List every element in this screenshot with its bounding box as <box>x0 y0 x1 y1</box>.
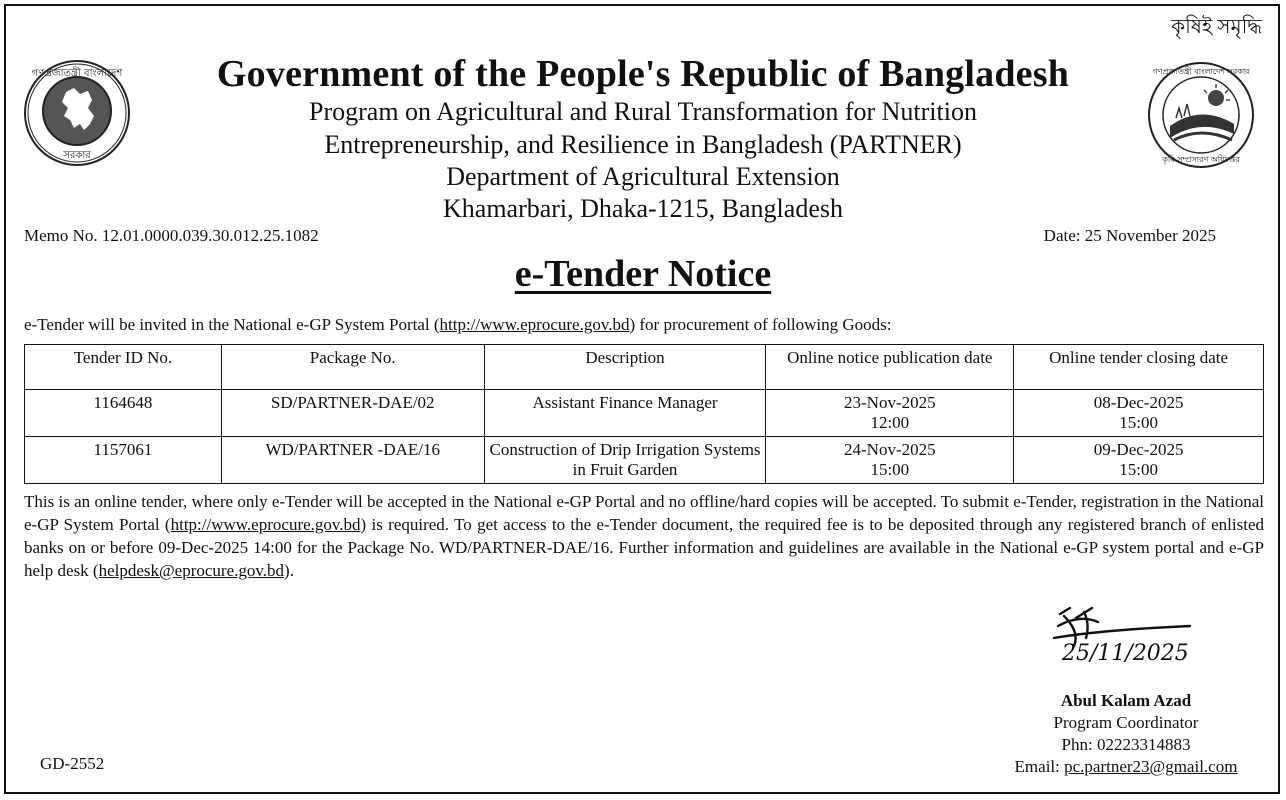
publication-date: 24-Nov-2025 <box>844 440 936 459</box>
intro-text-after: ) for procurement of following Goods: <box>629 315 892 334</box>
svg-text:গণপ্রজাতন্ত্রী বাংলাদেশ সরকার: গণপ্রজাতন্ত্রী বাংলাদেশ সরকার <box>1152 67 1250 76</box>
svg-text:সরকার: সরকার <box>63 150 91 161</box>
cell-publication-date <box>766 437 1014 484</box>
closing-date: 08-Dec-2025 <box>1093 393 1184 412</box>
cell-closing-date <box>1014 390 1264 437</box>
notice-date: Date: 25 November 2025 <box>1043 226 1216 245</box>
intro-paragraph <box>24 315 892 335</box>
helpdesk-email-link[interactable]: helpdesk@eprocure.gov.bd <box>98 561 285 580</box>
cell-tender-id: 1164648 <box>25 390 222 437</box>
table-row <box>25 437 1264 484</box>
closing-date: 09-Dec-2025 <box>1093 440 1184 459</box>
closing-time: 15:00 <box>1119 460 1158 479</box>
program-line-2: Entrepreneurship, and Resilience in Bangladesh (PARTNER) <box>324 130 962 159</box>
notice-title <box>0 252 1286 296</box>
svg-text:25/11/2025: 25/11/2025 <box>1062 641 1189 666</box>
closing-time: 15:00 <box>1119 413 1158 432</box>
eprocure-link[interactable]: http://www.eprocure.gov.bd <box>170 515 361 534</box>
svg-text:গণপ্রজাতন্ত্রী বাংলাদেশ: গণপ্রজাতন্ত্রী বাংলাদেশ <box>31 68 123 79</box>
cell-description: Assistant Finance Manager <box>484 390 766 437</box>
cell-tender-id: 1157061 <box>25 437 222 484</box>
slogan: কৃষিই সমৃদ্ধি <box>1171 16 1262 38</box>
cell-closing-date <box>1014 437 1264 484</box>
table-row <box>25 390 1264 437</box>
table-header-row <box>25 345 1264 390</box>
handwritten-signature <box>1040 604 1210 674</box>
notice-title-text: e-Tender Notice <box>514 253 772 295</box>
cell-description: Construction of Drip Irrigation Systems in Fruit Garden <box>484 437 766 484</box>
email-label: Email: <box>1014 757 1065 776</box>
intro-text-before: e-Tender will be invited in the National e-GP System Portal ( <box>24 315 440 334</box>
header-tender-id: Tender ID No. <box>25 345 222 390</box>
header-publication-date: Online notice publication date <box>766 345 1014 390</box>
memo-number: Memo No. 12.01.0000.039.30.012.25.1082 <box>24 226 319 245</box>
cell-package-no: WD/PARTNER -DAE/16 <box>221 437 484 484</box>
signatory-designation: Program Coordinator <box>1053 713 1199 732</box>
government-heading: Government of the People's Republic of Bangladesh <box>216 53 1070 95</box>
email-link[interactable]: pc.partner23@gmail.com <box>1064 757 1238 776</box>
signatory-name: Abul Kalam Azad <box>1060 691 1192 710</box>
publication-time: 15:00 <box>870 460 910 479</box>
publication-date: 23-Nov-2025 <box>844 393 936 412</box>
tender-table <box>24 344 1264 484</box>
signatory-phone: Phn: 02223314883 <box>1061 735 1191 754</box>
header-description: Description <box>484 345 766 390</box>
gd-code: GD-2552 <box>40 754 105 773</box>
signatory-email <box>996 756 1256 778</box>
instructions-part-3: ). <box>284 561 294 580</box>
instructions-part-1: This is an online tender, where only e-Tender will be accepted in the National e-GP Portal and no offline/hard copies will be accepted. To submit e-Tender, registration in the National e-GP System Portal ( <box>24 492 1264 534</box>
header-closing-date: Online tender closing date <box>1014 345 1264 390</box>
cell-publication-date <box>766 390 1014 437</box>
svg-text:কৃষি সম্প্রসারণ অধিদপ্তর: কৃষি সম্প্রসারণ অধিদপ্তর <box>1162 155 1240 164</box>
program-line-1: Program on Agricultural and Rural Transformation for Nutrition <box>309 97 977 126</box>
department-name: Department of Agricultural Extension <box>446 162 840 191</box>
header-package-no: Package No. <box>221 345 484 390</box>
cell-package-no: SD/PARTNER-DAE/02 <box>221 390 484 437</box>
department-address: Khamarbari, Dhaka-1215, Bangladesh <box>443 194 843 223</box>
instructions-part-2: ) is required. To get access to the e-Tender document, the required fee is to be deposited through any registered branch of enlisted banks on or before 09-Dec-2025 14:00 for the Package No. WD/PARTNER-DAE/16. Further information and guidelines are available in the National e-GP system portal and e-GP help desk ( <box>24 515 1264 580</box>
instructions-paragraph <box>24 490 1264 582</box>
eprocure-link[interactable]: http://www.eprocure.gov.bd <box>439 315 630 334</box>
signatory-block <box>996 690 1256 778</box>
publication-time: 12:00 <box>870 413 910 432</box>
